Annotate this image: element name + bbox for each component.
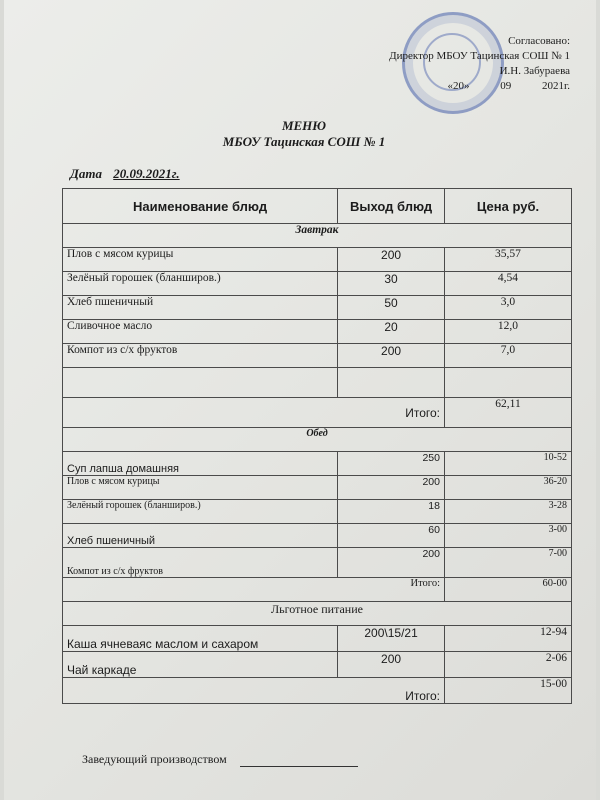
dish-price: 36-20 — [444, 476, 571, 500]
dish-name: Суп лапша домашняя — [63, 452, 338, 476]
dish-price: 4,54 — [444, 272, 571, 296]
school-title: МБОУ Тацинская СОШ № 1 — [222, 134, 386, 149]
section-row — [63, 602, 572, 626]
section-lunch: Обед — [63, 428, 572, 452]
dish-price: 3,0 — [444, 296, 571, 320]
dish-qty: 200\15/21 — [338, 626, 445, 652]
approval-year: 2021г. — [541, 80, 570, 92]
empty-cell — [444, 368, 571, 398]
table-row — [63, 248, 572, 272]
dish-qty: 60 — [338, 524, 445, 548]
date-label: Дата — [70, 166, 102, 181]
dish-qty: 200 — [338, 344, 445, 368]
dish-qty: 200 — [338, 652, 445, 678]
approval-day: «20» — [447, 80, 470, 92]
dish-name: Чай каркаде — [63, 652, 338, 678]
approval-block — [389, 34, 570, 94]
table-row — [63, 500, 572, 524]
dish-name: Плов с мясом курицы — [63, 476, 338, 500]
dish-name: Каша ячневаяс маслом и сахаром — [63, 626, 338, 652]
date-value: 20.09.2021г. — [113, 166, 180, 181]
dish-name: Плов с мясом курицы — [63, 248, 338, 272]
dish-qty: 50 — [338, 296, 445, 320]
dish-qty: 200 — [338, 476, 445, 500]
header-yield: Выход блюд — [338, 189, 445, 224]
dish-name: Зелёный горошек (бланширов.) — [63, 272, 338, 296]
table-row — [63, 452, 572, 476]
approval-name: И.Н. Забураева — [499, 65, 570, 77]
table-row — [63, 296, 572, 320]
dish-name: Хлеб пшеничный — [63, 296, 338, 320]
table-row — [63, 320, 572, 344]
section-breakfast: Завтрак — [63, 224, 572, 248]
dish-name: Хлеб пшеничный — [63, 524, 338, 548]
table-row — [63, 548, 572, 578]
section-lgot: Льготное питание — [63, 602, 572, 626]
approval-month: 09 — [500, 80, 512, 92]
table-header-row — [63, 189, 572, 224]
total-row — [63, 398, 572, 428]
signature-line — [240, 766, 358, 767]
dish-qty: 20 — [338, 320, 445, 344]
footer-signature — [82, 752, 358, 767]
dish-price: 7,0 — [444, 344, 571, 368]
dish-price: 12,0 — [444, 320, 571, 344]
table-row — [63, 652, 572, 678]
total-value: 60-00 — [444, 578, 571, 602]
dish-price: 7-00 — [444, 548, 571, 578]
dish-qty: 250 — [338, 452, 445, 476]
table-row — [63, 626, 572, 652]
total-row — [63, 678, 572, 704]
dish-name: Сливочное масло — [63, 320, 338, 344]
menu-table — [62, 188, 572, 704]
dish-price: 3-00 — [444, 524, 571, 548]
total-label: Итого: — [63, 398, 445, 428]
approval-director: Директор МБОУ Тацинская СОШ № 1 — [389, 50, 570, 62]
total-value: 15-00 — [444, 678, 571, 704]
approval-date — [389, 79, 570, 94]
date-line — [70, 166, 180, 182]
dish-qty: 30 — [338, 272, 445, 296]
dish-price: 3-28 — [444, 500, 571, 524]
dish-name: Компот из с/х фруктов — [63, 548, 338, 578]
document-page — [4, 0, 596, 800]
table-row — [63, 476, 572, 500]
empty-cell — [338, 368, 445, 398]
total-label: Итого: — [63, 578, 445, 602]
dish-qty: 200 — [338, 548, 445, 578]
table-row — [63, 272, 572, 296]
total-label: Итого: — [63, 678, 445, 704]
dish-name: Зелёный горошек (бланширов.) — [63, 500, 338, 524]
empty-cell — [63, 368, 338, 398]
dish-name: Компот из с/х фруктов — [63, 344, 338, 368]
footer-label: Заведующий производством — [82, 752, 227, 766]
dish-qty: 18 — [338, 500, 445, 524]
dish-price: 12-94 — [444, 626, 571, 652]
approval-agreed: Согласовано: — [508, 35, 570, 47]
dish-price: 35,57 — [444, 248, 571, 272]
header-price: Цена руб. — [444, 189, 571, 224]
section-row — [63, 428, 572, 452]
total-row — [63, 578, 572, 602]
empty-row — [63, 368, 572, 398]
dish-price: 10-52 — [444, 452, 571, 476]
total-value: 62,11 — [444, 398, 571, 428]
menu-title: МЕНЮ — [281, 118, 327, 133]
table-row — [63, 524, 572, 548]
dish-price: 2-06 — [444, 652, 571, 678]
section-row — [63, 224, 572, 248]
header-dish: Наименование блюд — [63, 189, 338, 224]
table-row — [63, 344, 572, 368]
dish-qty: 200 — [338, 248, 445, 272]
